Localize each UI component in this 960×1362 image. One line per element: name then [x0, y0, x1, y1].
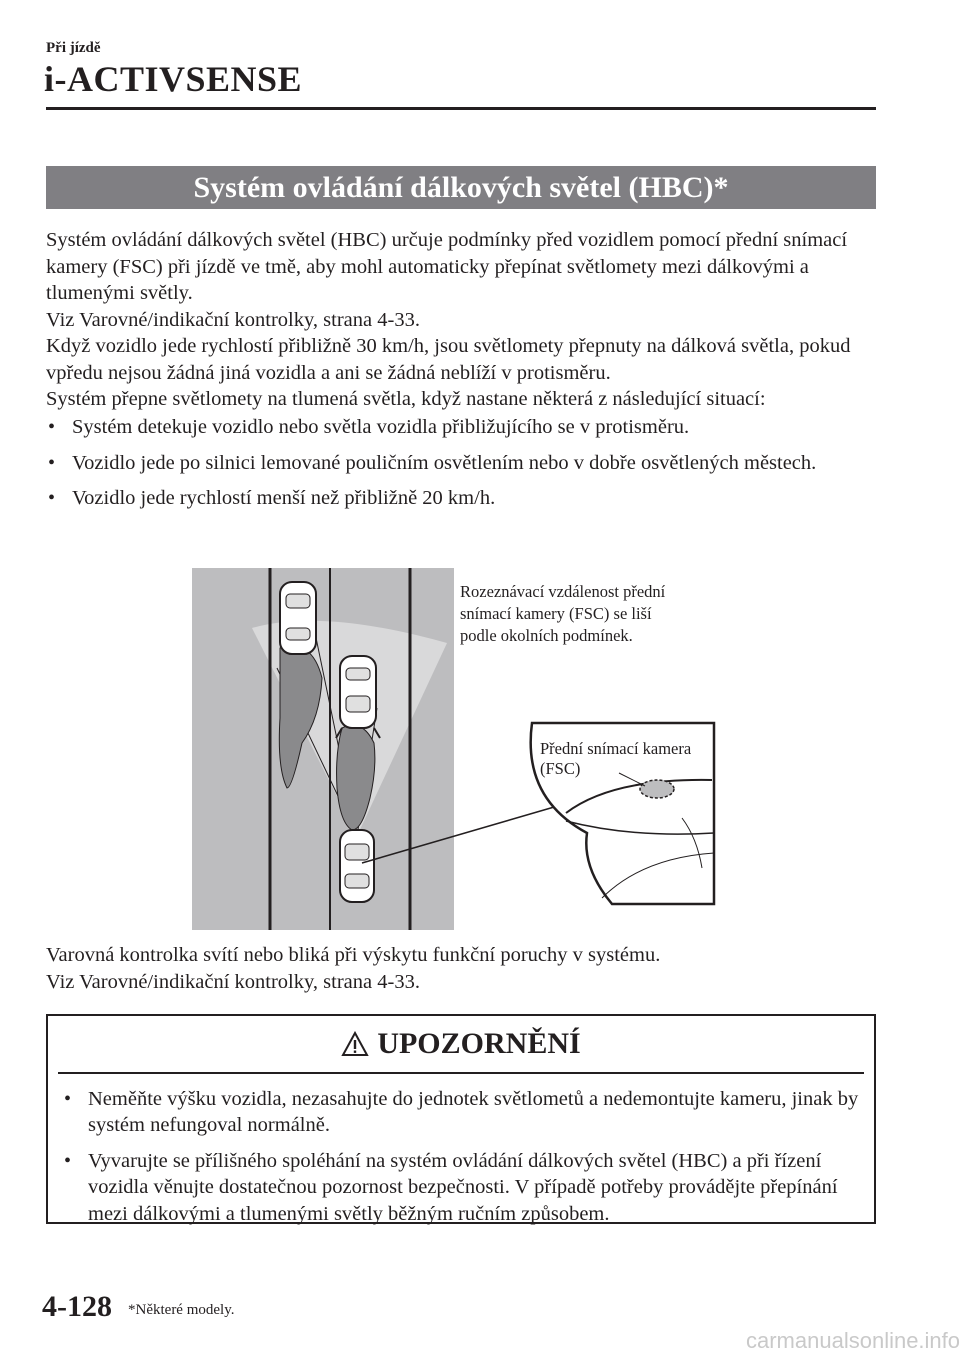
- intro-paragraph: Systém ovládání dálkových světel (HBC) určuje podmínky před vozidlem pomocí přední snímací kamery (FSC) při jízdě ve tmě, aby mohl automaticky přepínat světlomety mezi dálkovými a tlumenými světly.: [46, 229, 848, 304]
- intro-paragraph: Systém přepne světlomety na tlumená světla, když nastane některá z následující situací:: [46, 388, 766, 410]
- bullet-icon: •: [64, 1149, 72, 1172]
- bullet-icon: •: [48, 416, 56, 438]
- intro-text: [46, 227, 886, 413]
- camera-label-line: (FSC): [540, 759, 581, 778]
- condition-list: [46, 414, 886, 521]
- caution-header: [48, 1016, 874, 1072]
- range-label: [460, 581, 665, 647]
- list-item-text: Vozidlo jede po silnici lemované pouličním osvětlením nebo v dobře osvětlených městech.: [72, 451, 817, 474]
- caution-title: UPOZORNĚNÍ: [377, 1027, 581, 1060]
- list-item-text: Vyvarujte se přílišného spoléhání na systém ovládání dálkových světel (HBC) a při řízení vozidla věnujte dostatečnou pozornost bezpečnosti. V případě potřeby provádějte přepínání mezi dálkovými a tlumenými světly běžným ručním způsobem.: [88, 1149, 838, 1225]
- list-item: [46, 485, 886, 512]
- list-item: [46, 450, 886, 477]
- caution-box: [46, 1014, 876, 1224]
- page-number: 4-128: [42, 1290, 112, 1323]
- range-label-line: podle okolních podmínek.: [460, 626, 633, 645]
- bullet-icon: •: [48, 487, 56, 509]
- range-label-line: Rozeznávací vzdálenost přední: [460, 582, 666, 601]
- malfunction-text: [46, 942, 886, 995]
- watermark: carmanualsonline.info: [746, 1328, 960, 1353]
- list-item-text: Neměňte výšku vozidla, nezasahujte do jednotek světlometů a nedemontujte kameru, jinak by systém nefungoval normálně.: [88, 1087, 859, 1136]
- hbc-diagram: [192, 568, 722, 930]
- intro-reference: Viz Varovné/indikační kontrolky, strana 4-33.: [46, 308, 420, 331]
- warning-triangle-icon: [341, 1031, 369, 1057]
- camera-label: [540, 739, 691, 779]
- bullet-icon: •: [64, 1087, 72, 1110]
- list-item: [62, 1148, 864, 1228]
- malfunction-paragraph: Varovná kontrolka svítí nebo bliká při výskytu funkční poruchy v systému.: [46, 944, 661, 966]
- chapter-title: i-ACTIVSENSE: [44, 59, 303, 99]
- own-car-icon: [340, 830, 374, 902]
- malfunction-reference: Viz Varovné/indikační kontrolky, strana 4-33.: [46, 970, 420, 993]
- list-item-text: Vozidlo jede rychlostí menší než přibližně 20 km/h.: [72, 487, 496, 509]
- caution-list: [48, 1074, 874, 1228]
- section-banner: Systém ovládání dálkových světel (HBC)*: [46, 166, 876, 209]
- intro-paragraph: Když vozidlo jede rychlostí přibližně 30 km/h, jsou světlomety přepnuty na dálková světla, pokud vpředu nejsou žádná jiná vozidla a ani se žádná neblíží v protisměru.: [46, 335, 851, 384]
- header-rule: [46, 107, 876, 110]
- camera-icon: [640, 780, 674, 798]
- range-label-line: snímací kamery (FSC) se liší: [460, 604, 652, 623]
- list-item: [46, 414, 886, 441]
- list-item: [62, 1086, 864, 1139]
- camera-label-line: Přední snímací kamera: [540, 739, 692, 758]
- list-item-text: Systém detekuje vozidlo nebo světla vozidla přibližujícího se v protisměru.: [72, 416, 690, 438]
- section-label: Při jízdě: [46, 40, 101, 56]
- bullet-icon: •: [48, 451, 56, 474]
- footnote: *Některé modely.: [128, 1302, 235, 1318]
- oncoming-car-icon: [280, 582, 316, 654]
